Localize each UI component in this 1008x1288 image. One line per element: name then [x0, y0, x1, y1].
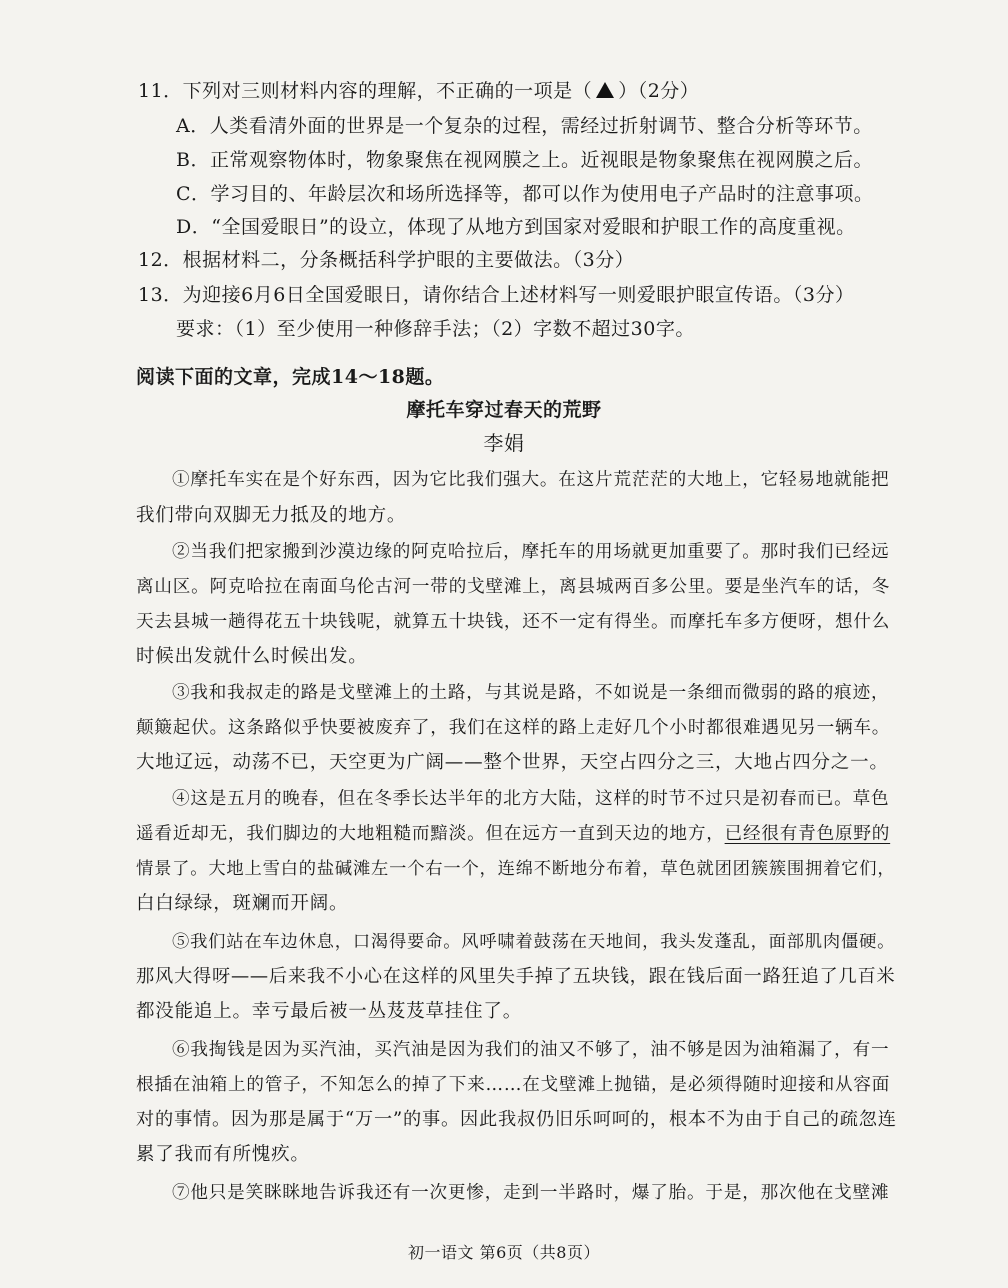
paragraph-line: ①摩托车实在是个好东西，因为它比我们强大。在这片荒茫茫的大地上，它轻易地就能把: [172, 470, 890, 490]
paragraph-line: 离山区。阿克哈拉在南面乌伦古河一带的戈壁滩上，离县城两百多公里。要是坐汽车的话，冬: [136, 577, 891, 597]
paragraph-line: 累了我而有所愧疚。: [136, 1144, 310, 1165]
question-11: [138, 78, 699, 104]
option-a: A．人类看清外面的世界是一个复杂的过程，需经过折射调节、整合分析等环节。: [176, 115, 873, 137]
paragraph-line: [136, 821, 890, 847]
question-13-requirement: 要求：（1）至少使用一种修辞手法；（2）字数不超过30字。: [176, 318, 695, 340]
paragraph-line: ④这是五月的晚春，但在冬季长达半年的北方大陆，这样的时节不过只是初春而已。草色: [172, 789, 890, 809]
option-b: B．正常观察物体时，物象聚焦在视网膜之上。近视眼是物象聚焦在视网膜之后。: [176, 149, 873, 171]
question-13: 13．为迎接6月6日全国爱眼日，请你结合上述材料写一则爱眼护眼宣传语。（3分）: [138, 284, 855, 306]
paragraph-text: 遥看近却无，我们脚边的大地粗糙而黯淡。但在远方一直到天边的地方，: [136, 824, 725, 844]
paragraph-line: ②当我们把家搬到沙漠边缘的阿克哈拉后，摩托车的用场就更加重要了。那时我们已经远: [172, 542, 890, 562]
paragraph-line: 都没能追上。幸亏最后被一丛芨芨草挂住了。: [136, 1001, 523, 1022]
article-title: 摩托车穿过春天的荒野: [406, 399, 602, 421]
article-author: 李娟: [483, 431, 525, 455]
option-d: D．“全国爱眼日”的设立，体现了从地方到国家对爱眼和护眼工作的高度重视。: [176, 216, 856, 238]
reading-intro: 阅读下面的文章，完成14～18题。: [136, 366, 445, 388]
option-c: C．学习目的、年龄层次和场所选择等，都可以作为使用电子产品时的注意事项。: [176, 183, 874, 205]
paragraph-line: 我们带向双脚无力抵及的地方。: [136, 505, 407, 526]
paragraph-line: 时候出发就什么时候出发。: [136, 646, 368, 667]
question-12: 12．根据材料二，分条概括科学护眼的主要做法。（3分）: [138, 249, 635, 271]
paragraph-line: ③我和我叔走的路是戈壁滩上的土路，与其说是路，不如说是一条细而微弱的路的痕迹，: [172, 683, 890, 703]
underlined-phrase: 已经很有青色原野的: [724, 824, 891, 844]
paragraph-line: 大地辽远，动荡不已，天空更为广阔——整个世界，天空占四分之三，大地占四分之一。: [136, 752, 889, 773]
page-footer: 初一语文 第6页（共8页）: [408, 1243, 600, 1262]
paragraph-line: 白白绿绿，斑斓而开阔。: [136, 893, 349, 914]
question-11-text: 11．下列对三则材料内容的理解，不正确的一项是（: [138, 80, 593, 102]
paragraph-line: 天去县城一趟得花五十块钱呢，就算五十块钱，还不一定有得坐。而摩托车多方便呀，想什么: [136, 612, 891, 632]
paragraph-line: 颠簸起伏。这条路似乎快要被废弃了，我们在这样的路上走好几个小时都很难遇见另一辆车。: [136, 718, 891, 738]
paragraph-line: ⑤我们站在车边休息，口渴得要命。风呼啸着鼓荡在天地间，我头发蓬乱，面部肌肉僵硬。: [172, 932, 896, 952]
paragraph-line: 那风大得呀——后来我不小心在这样的风里失手掉了五块钱，跟在钱后面一路狂追了几百米: [136, 966, 896, 987]
paragraph-line: 情景了。大地上雪白的盐碱滩左一个右一个，连绵不断地分布着，草色就团团簇簇围拥着它们，: [136, 859, 896, 879]
question-11-score: ）（2分）: [618, 80, 700, 102]
paragraph-line: ⑦他只是笑眯眯地告诉我还有一次更惨，走到一半路时，爆了胎。于是，那次他在戈壁滩: [172, 1183, 890, 1203]
paragraph-line: ⑥我掏钱是因为买汽油，买汽油是因为我们的油又不够了，油不够是因为油箱漏了，有一: [172, 1040, 890, 1060]
paragraph-line: 根插在油箱上的管子，不知怎么的掉了下来……在戈壁滩上抛锚，是必须得随时迎接和从容面: [136, 1075, 891, 1095]
paragraph-line: 对的事情。因为那是属于“万一”的事。因此我叔仍旧乐呵呵的，根本不为由于自己的疏忽连: [136, 1109, 897, 1130]
triangle-icon: [596, 82, 614, 98]
